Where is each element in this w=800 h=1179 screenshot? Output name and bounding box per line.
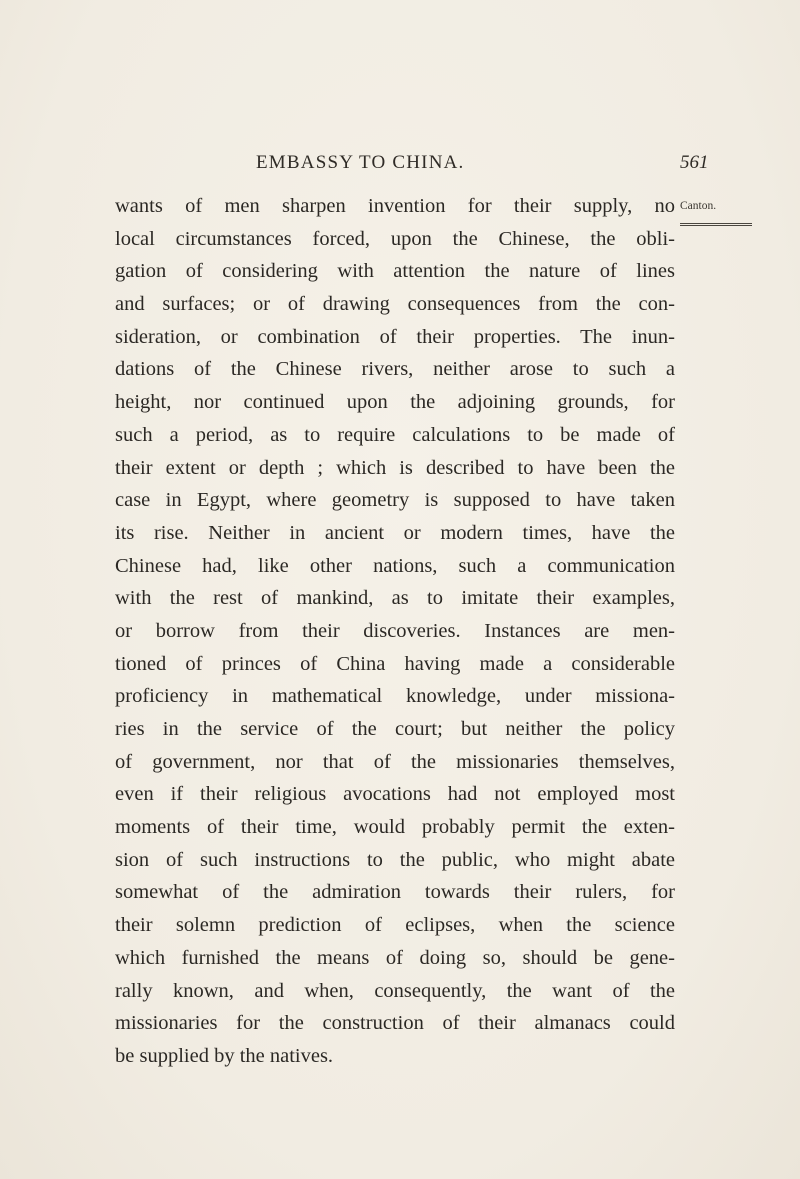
text-line: even if their religious avocations had not employed most <box>115 783 675 806</box>
text-line: and surfaces; or of drawing consequences from the con- <box>115 293 675 316</box>
text-line: case in Egypt, where geometry is supposed to have taken <box>115 489 675 512</box>
text-line: missionaries for the construction of their almanacs could <box>115 1012 675 1035</box>
text-line: proficiency in mathematical knowledge, under missiona- <box>115 685 675 708</box>
text-line: local circumstances forced, upon the Chinese, the obli- <box>115 227 675 250</box>
text-line: tioned of princes of China having made a considerable <box>115 652 675 675</box>
text-line: sideration, or combination of their properties. The inun- <box>115 325 675 348</box>
text-line: of government, nor that of the missionaries themselves, <box>115 750 675 773</box>
text-line: somewhat of the admiration towards their rulers, for <box>115 881 675 904</box>
text-line: height, nor continued upon the adjoining grounds, for <box>115 391 675 414</box>
text-line: wants of men sharpen invention for their supply, no <box>115 195 675 217</box>
text-line: gation of considering with attention the nature of lines <box>115 260 675 283</box>
text-line: which furnished the means of doing so, should be gene- <box>115 946 675 969</box>
margin-note: Canton. <box>680 200 717 212</box>
text-line: its rise. Neither in ancient or modern times, have the <box>115 521 675 544</box>
text-line: rally known, and when, consequently, the want of the <box>115 979 675 1002</box>
text-line: moments of their time, would probably permit the exten- <box>115 816 675 839</box>
text-line: ries in the service of the court; but neither the policy <box>115 718 675 740</box>
page-number: 561 <box>680 152 709 173</box>
running-head-title: EMBASSY TO CHINA. <box>256 152 465 173</box>
text-line-last: be supplied by the natives. <box>115 1044 334 1067</box>
text-line: dations of the Chinese rivers, neither arose to such a <box>115 358 675 381</box>
text-line: their extent or depth ; which is described to have been the <box>115 456 675 479</box>
text-line: their solemn prediction of eclipses, when the science <box>115 914 675 937</box>
body-paragraph <box>115 190 675 1073</box>
text-line: sion of such instructions to the public, who might abate <box>115 848 675 871</box>
text-line: Chinese had, like other nations, such a communication <box>115 554 675 577</box>
text-line: with the rest of mankind, as to imitate their examples, <box>115 587 675 610</box>
margin-note-rule <box>680 223 752 226</box>
running-head <box>0 152 800 176</box>
text-line: such a period, as to require calculations to be made of <box>115 423 675 446</box>
text-line: or borrow from their discoveries. Instances are men- <box>115 619 675 642</box>
